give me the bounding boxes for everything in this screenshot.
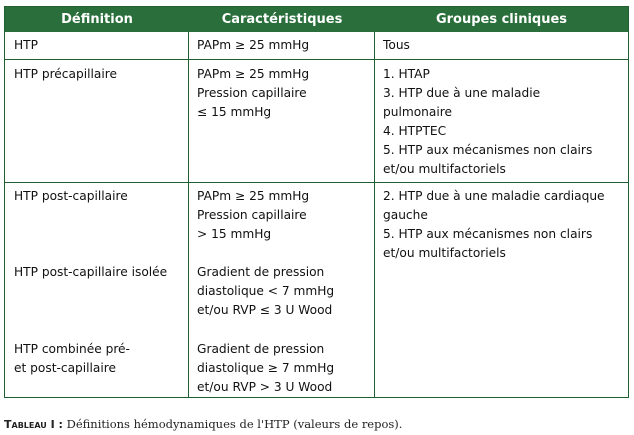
row-htp-characteristics: PAPm ≥ 25 mmHg	[197, 38, 310, 52]
header-definition: Définition	[61, 12, 133, 27]
row-precapillary-characteristics: PAPm ≥ 25 mmHg Pression capillaire ≤ 15 mmHg	[197, 67, 310, 119]
column-divider	[188, 32, 189, 397]
row-isolated-postcapillary-definition: HTP post-capillaire isolée	[14, 265, 168, 279]
caption-text: Définitions hémodynamiques de l'HTP (valeurs de repos).	[62, 417, 403, 431]
row-postcapillary-groups: 2. HTP due à une maladie cardiaque gauche 5. HTP aux mécanismes non clairs et/ou multifactoriels	[383, 189, 605, 260]
caption-label: Tableau I :	[4, 418, 63, 431]
row-divider	[5, 182, 628, 183]
table-caption	[4, 417, 402, 431]
header-characteristics: Caractéristiques	[221, 12, 343, 27]
row-isolated-postcapillary-characteristics: Gradient de pression diastolique < 7 mmHg et/ou RVP ≤ 3 U Wood	[197, 265, 335, 317]
header-clinical-groups: Groupes cliniques	[435, 12, 568, 27]
row-postcapillary-characteristics: PAPm ≥ 25 mmHg Pression capillaire > 15 mmHg	[197, 189, 310, 241]
column-divider	[374, 32, 375, 397]
row-precapillary-definition: HTP précapillaire	[14, 67, 117, 81]
definitions-table	[4, 6, 629, 398]
row-htp-groups: Tous	[383, 38, 410, 52]
table-header	[5, 7, 628, 32]
row-divider	[5, 59, 628, 60]
row-postcapillary-definition: HTP post-capillaire	[14, 189, 128, 203]
row-htp-definition: HTP	[14, 38, 38, 52]
row-combined-characteristics: Gradient de pression diastolique ≥ 7 mmHg et/ou RVP > 3 U Wood	[197, 342, 335, 394]
row-combined-definition: HTP combinée pré- et post-capillaire	[14, 342, 130, 375]
row-precapillary-groups: 1. HTAP 3. HTP due à une maladie pulmonaire 4. HTPTEC 5. HTP aux mécanismes non clairs et/ou multifactoriels	[383, 67, 593, 176]
